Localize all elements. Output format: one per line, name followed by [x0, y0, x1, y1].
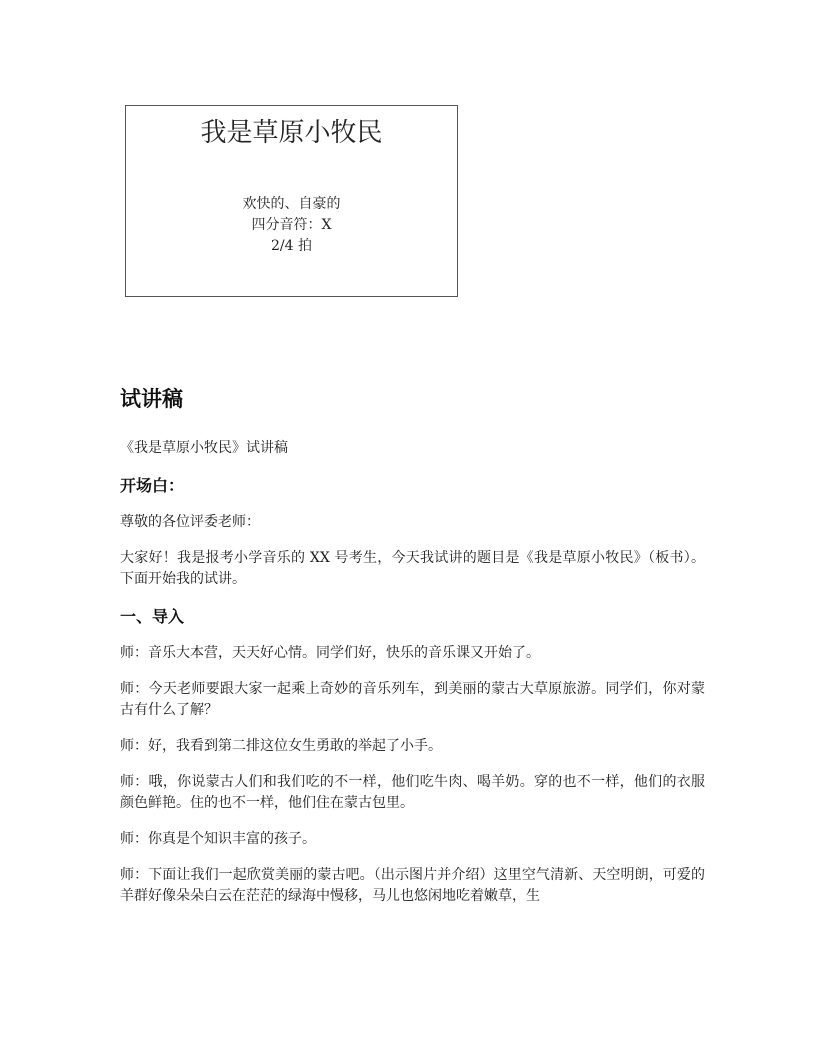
document-heading: 试讲稿 — [120, 387, 183, 411]
blackboard-line-note: 四分音符：X — [251, 217, 332, 233]
paragraph: 师：好，我看到第二排这位女生勇敢的举起了小手。 — [120, 738, 442, 754]
blackboard-notes — [126, 194, 457, 257]
blackboard-title: 我是草原小牧民 — [200, 118, 383, 148]
blackboard-line-mood: 欢快的、自豪的 — [242, 196, 341, 212]
paragraph: 师：音乐大本营，天天好心情。同学们好，快乐的音乐课又开始了。 — [120, 645, 540, 661]
opening-intro: 大家好！我是报考小学音乐的 XX 号考生，今天我试讲的题目是《我是草原小牧民》（板书）。下面开始我的试讲。 — [120, 550, 705, 587]
section-heading-intro: 一、导入 — [120, 607, 185, 626]
document-body — [120, 384, 705, 922]
paragraph: 师：哦，你说蒙古人们和我们吃的不一样，他们吃牛肉、喝羊奶。穿的也不一样，他们的衣服颜色鲜艳。住的也不一样，他们住在蒙古包里。 — [120, 774, 705, 811]
opening-heading: 开场白： — [120, 476, 185, 495]
blackboard-box — [125, 105, 458, 297]
blackboard-line-meter: 2/4 拍 — [271, 238, 312, 254]
paragraph: 师：你真是个知识丰富的孩子。 — [120, 831, 316, 847]
paragraph: 师：下面让我们一起欣赏美丽的蒙古吧。（出示图片并介绍）这里空气清新、天空明朗，可爱的羊群好像朵朵白云在茫茫的绿海中慢移，马儿也悠闲地吃着嫩草，生 — [120, 867, 705, 904]
document-subtitle: 《我是草原小牧民》试讲稿 — [120, 440, 288, 456]
paragraph: 师：今天老师要跟大家一起乘上奇妙的音乐列车，到美丽的蒙古大草原旅游。同学们，你对蒙古有什么了解？ — [120, 681, 705, 718]
opening-greeting: 尊敬的各位评委老师： — [120, 514, 260, 530]
